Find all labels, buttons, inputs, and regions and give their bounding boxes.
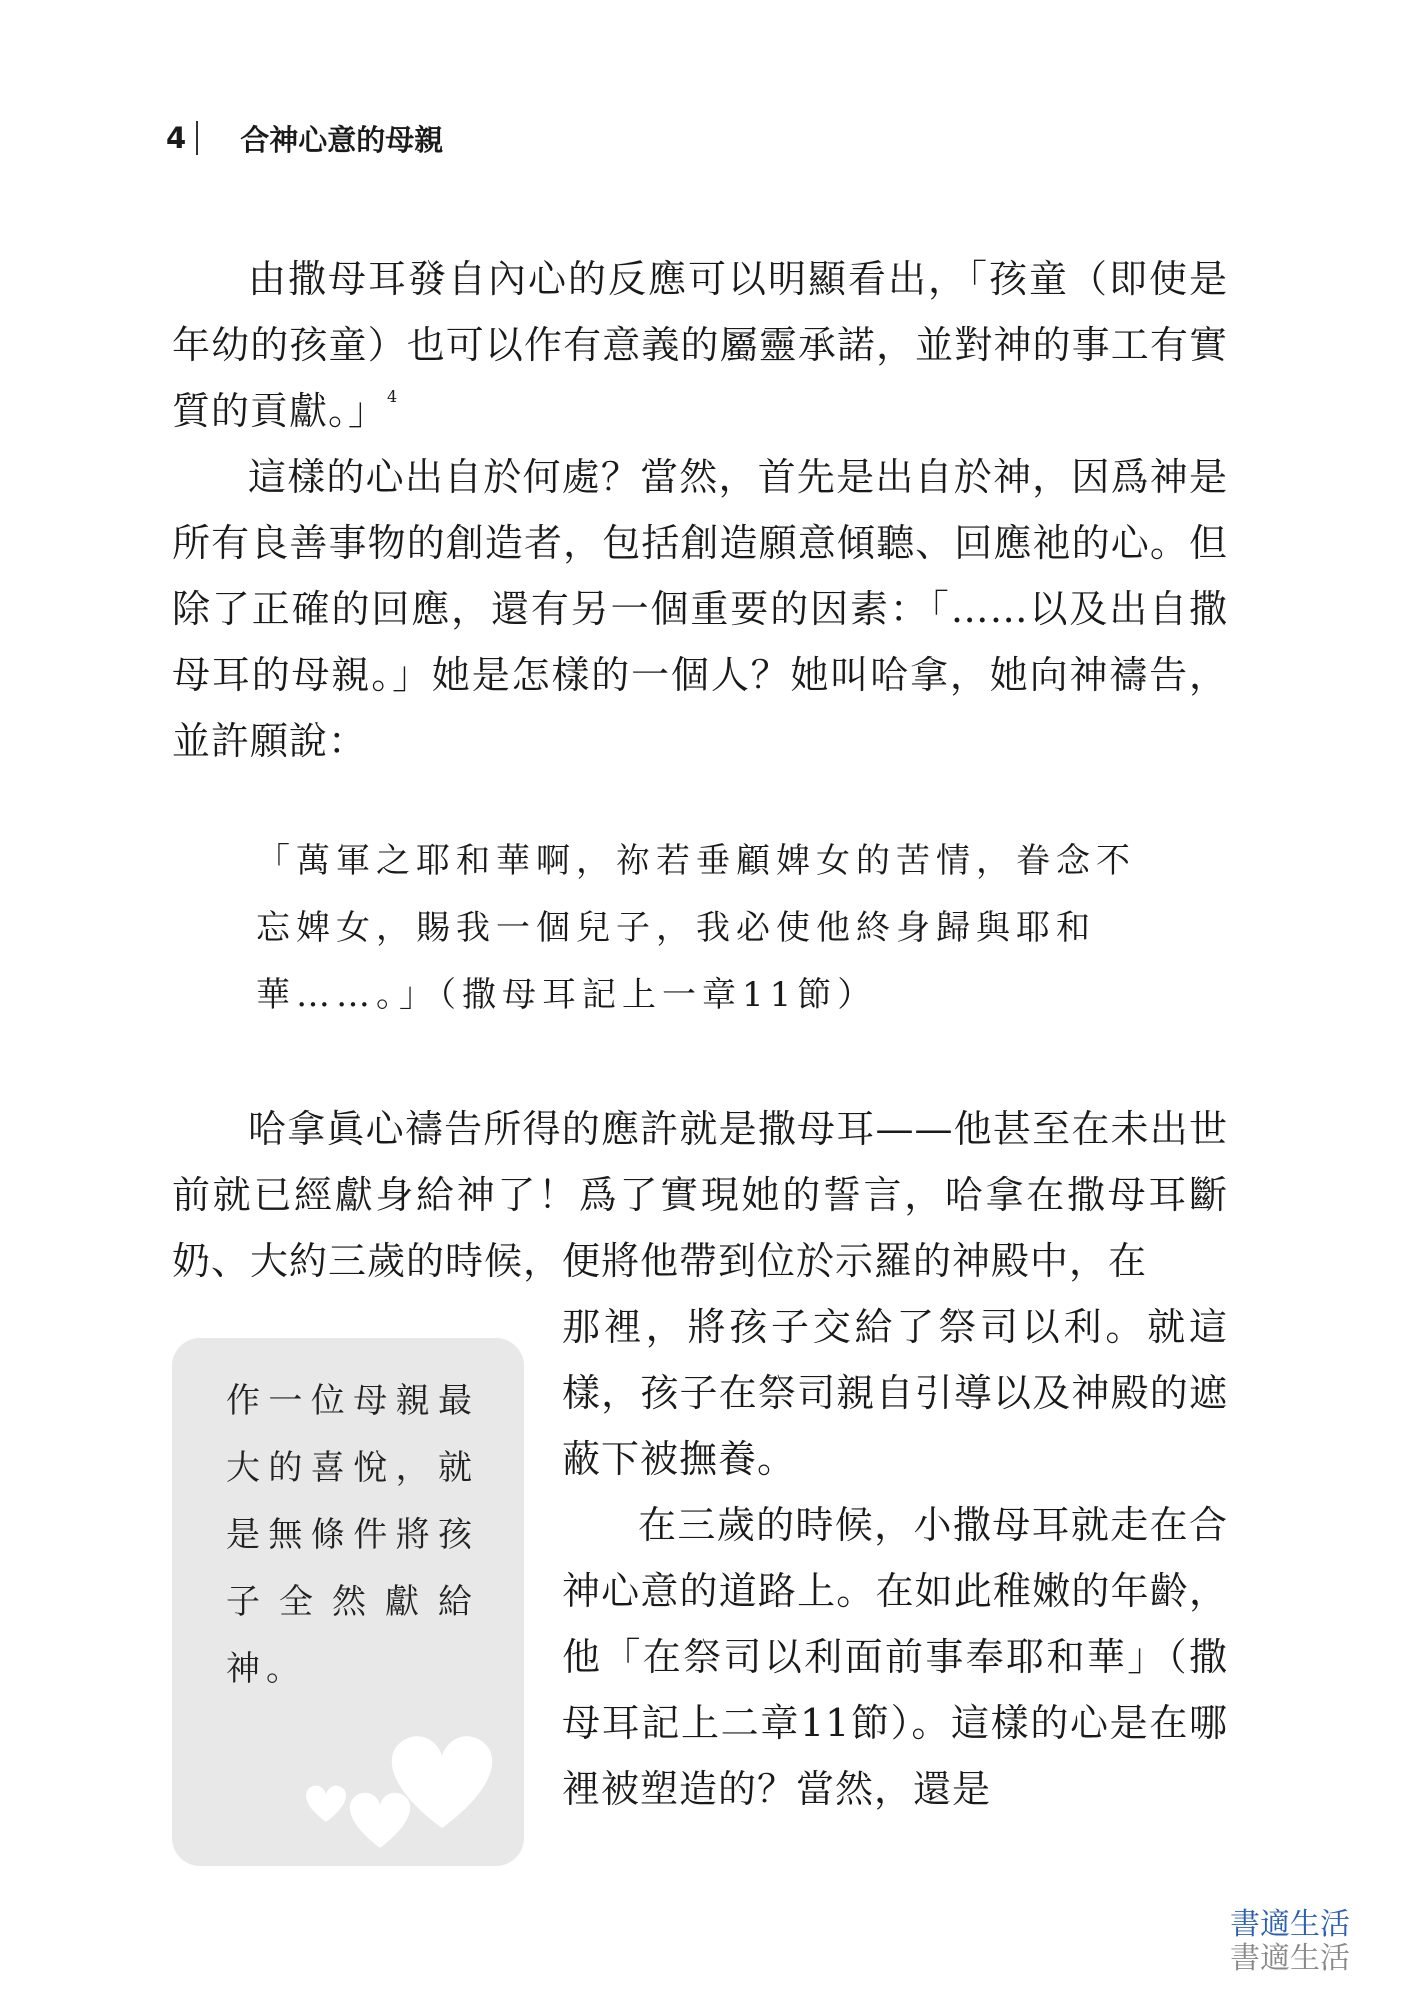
paragraph-1-text: 由撒母耳發自內心的反應可以明顯看出，「孩童（即使是年幼的孩童）也可以作有意義的屬靈承諾，並對神的事工有實質的貢獻。」 [172, 257, 1228, 433]
page-number: 4 [166, 121, 187, 155]
paragraph-4: 在三歲的時候，小撒母耳就走在合神心意的道路上。在如此稚嫩的年齡，他「在祭司以利面前事奉耶和華」（撒母耳記上二章11節）。這樣的心是在哪裡被塑造的？當然，還是 [562, 1503, 1228, 1811]
watermark [1230, 1908, 1350, 1976]
running-header [166, 118, 443, 158]
book-title: 合神心意的母親 [240, 122, 444, 157]
heart-medium [350, 1793, 410, 1848]
footnote-marker: 4 [387, 387, 399, 406]
pull-quote-box [172, 1338, 524, 1866]
watermark-line-2: 書適生活 [1230, 1941, 1350, 1976]
heart-small [306, 1786, 346, 1822]
header-divider [196, 121, 198, 155]
pull-quote-text: 作一位母親最大的喜悅，就是無條件將孩子全然獻給神。 [226, 1381, 478, 1689]
scripture-quote: 「萬軍之耶和華啊，祢若垂顧婢女的苦情，眷念不忘婢女，賜我一個兒子，我必使他終身歸與耶和華……。」（撒母耳記上一章11節） [256, 841, 1136, 1015]
paragraph-2: 這樣的心出自於何處？當然，首先是出自於神，因爲神是所有良善事物的創造者，包括創造願意傾聽、回應祂的心。但除了正確的回應，還有另一個重要的因素：「……以及出自撒母耳的母親。」她是怎樣的一個人？她叫哈拿，她向神禱告，並許願說： [172, 455, 1228, 763]
paragraph-3: 哈拿眞心禱告所得的應許就是撒母耳——他甚至在未出世前就已經獻身給神了！爲了實現她的誓言，哈拿在撒母耳斷奶、大約三歲的時候，便將他帶到位於示羅的神殿中，在 [172, 1107, 1228, 1283]
watermark-line-1: 書適生活 [1230, 1907, 1350, 1942]
hearts-icon [292, 1698, 512, 1858]
paragraph-3-continued: 那裡，將孩子交給了祭司以利。就這樣，孩子在祭司親自引導以及神殿的遮蔽下被撫養。 [562, 1305, 1228, 1481]
paragraph-1 [172, 246, 1228, 444]
